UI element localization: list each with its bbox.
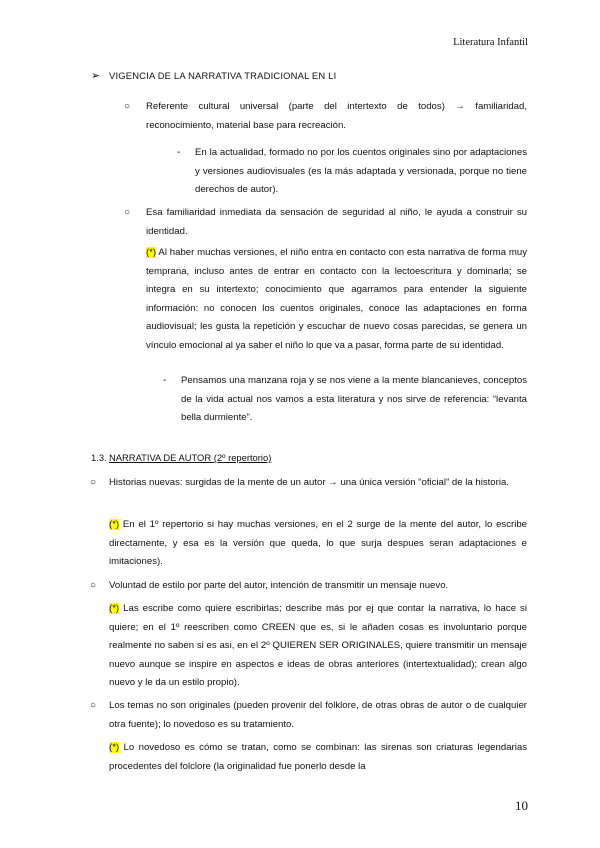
list-item: Esa familiaridad inmediata da sensación de seguridad al niño, le ayuda a construir su identidad. <box>146 207 527 237</box>
circle-bullet-icon: ○ <box>124 207 131 218</box>
section-title: VIGENCIA DE LA NARRATIVA TRADICIONAL EN LI <box>109 70 337 81</box>
note-marker: (*) <box>109 742 120 753</box>
circle-bullet-icon: ○ <box>124 101 131 112</box>
section-title: NARRATIVA DE AUTOR (2º repertorio) <box>109 452 272 463</box>
dash-bullet-icon: - <box>163 375 167 386</box>
sub-list-item: Pensamos una manzana roja y se nos viene a la mente blancanieves, conceptos de la vida actual nos vamos a esta literatura y nos sirve de referencia: “levanta bella durmiente”. <box>181 375 527 424</box>
sub-list-item: En la actualidad, formado no por los cuentos originales sino por adaptaciones y versiones audiovisuales (es la más adaptada y versionada, porque no tiene derechos de autor). <box>195 147 527 196</box>
note-paragraph <box>109 516 527 572</box>
circle-bullet-icon: ○ <box>90 700 97 711</box>
list-item: Historias nuevas: surgidas de la mente de un autor → una única versión “oficial” de la historia. <box>109 477 509 488</box>
note-text: Las escribe como quiere escribirlas; describe más por ej que contar la narrativa, lo hace si quiere; en el 1º reescriben como CREEN que es, si le añaden cosas es involuntario porque realmente no saben si es asi, en el 2º QUIEREN SER ORIGINALES, quiere transmitir un mensaje nuevo aunque se inspire en aspectos e ideas de obras anteriores (intertextualidad); crean algo nuevo y le da un estilo propio). <box>109 603 527 689</box>
page-number: 10 <box>515 798 528 813</box>
list-item: Voluntad de estilo por parte del autor, intención de transmitir un mensaje nuevo. <box>109 580 449 591</box>
dash-bullet-icon: - <box>177 147 181 158</box>
note-paragraph <box>146 244 527 356</box>
heading-arrow-icon: ➢ <box>91 70 101 82</box>
note-marker: (*) <box>109 519 120 530</box>
note-paragraph <box>109 739 527 776</box>
note-text: En el 1º repertorio si hay muchas versiones, en el 2 surge de la mente del autor, lo escribe directamente, y esa es la versión que queda, lo que surja despues seran adaptaciones e imitaciones). <box>109 519 527 568</box>
note-marker: (*) <box>109 603 120 614</box>
note-marker: (*) <box>146 247 157 258</box>
list-item: Los temas no son originales (pueden provenir del folklore, de otras obras de autor o de cualquier otra fuente); lo novedoso es su tratamiento. <box>109 700 527 730</box>
circle-bullet-icon: ○ <box>90 477 97 488</box>
note-text: Al haber muchas versiones, el niño entra en contacto con esta narrativa de forma muy temprana, incluso antes de entrar en contacto con la lectoescritura y dominarla; se integra en su intertexto; conocimiento que agarramos para entender la siguiente información: no conocen los cuentos originales, conoce las adaptaciones en forma audiovisual; les gusta la repetición y escuchar de nuevo cosas parecidas, se genera un vínculo emocional al ya saber el niño lo que va a pasar, forma parte de su identidad. <box>146 247 527 351</box>
list-item: Referente cultural universal (parte del intertexto de todos) → familiaridad, reconocimiento, material base para recreación. <box>146 101 527 131</box>
note-paragraph <box>109 600 527 693</box>
circle-bullet-icon: ○ <box>90 580 97 591</box>
note-text: Lo novedoso es cómo se tratan, como se combinan: las sirenas son criaturas legendarias procedentes del folclore (la originalidad fue ponerlo desde la <box>109 742 527 772</box>
running-header: Literatura Infantil <box>453 37 528 48</box>
section-number: 1.3. <box>91 452 107 463</box>
